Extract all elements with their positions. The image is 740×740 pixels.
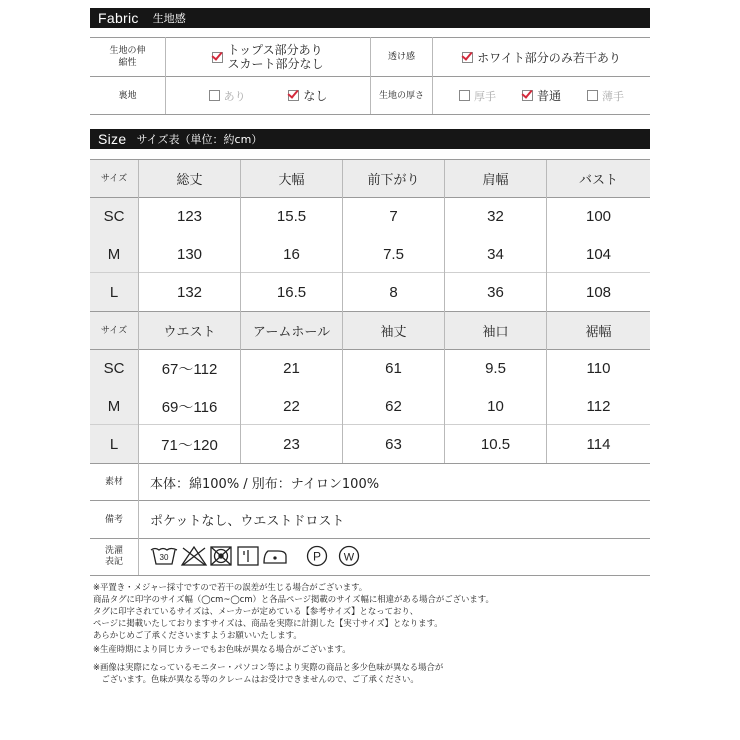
divider xyxy=(90,538,650,539)
table1-cell: 36 xyxy=(487,283,504,301)
table1-col-header: 総丈 xyxy=(176,173,203,188)
w-letter: W xyxy=(343,551,355,564)
note-line: ページに掲載いたしておりますサイズは、商品を実際に計測した【実寸サイズ】となります。 xyxy=(93,618,443,628)
divider xyxy=(90,114,650,115)
table1-cell: 16.5 xyxy=(276,283,307,301)
table1-cell: 34 xyxy=(487,246,504,263)
table1-cell: 7 xyxy=(389,208,398,225)
size-title: Size xyxy=(98,131,127,147)
table2-row-size: SC xyxy=(103,360,125,377)
stretch-label-text: 生地の伸縮性 xyxy=(109,46,146,68)
fabric-title-jp: 生地感 xyxy=(152,12,186,25)
fabric-title: Fabric xyxy=(98,10,139,26)
table2-col-header: ウエスト xyxy=(163,325,216,340)
note-line: あらかじめご了承くださいますようお願いいたします。 xyxy=(93,630,302,640)
note-line: ※生産時期により同じカラーでもお色味が異なる場合がございます。 xyxy=(93,644,351,654)
care-symbols xyxy=(150,544,365,568)
table2-size-header: サイズ xyxy=(100,325,128,336)
table1-col-header: 前下がり xyxy=(367,173,420,188)
professional-wet-clean-w-icon xyxy=(340,547,359,566)
lining-option-nashi-label: なし xyxy=(303,89,328,103)
table2-cell: 61 xyxy=(385,360,402,377)
line-dry-icon xyxy=(238,547,258,565)
table2-cell: 21 xyxy=(283,360,300,377)
checkbox-checked-icon xyxy=(288,90,299,101)
note-line: タグに印字されているサイズは、メーカーが定めている【参考サイズ】となっており、 xyxy=(93,606,419,616)
table2-col-header: アームホール xyxy=(252,325,331,340)
checkbox-empty-icon xyxy=(587,90,598,101)
remarks-value: ポケットなし、ウエストドロスト xyxy=(150,514,345,529)
wash-temp: 30 xyxy=(159,553,169,562)
table1-row-size: SC xyxy=(103,208,125,225)
care-label-line2: 表記 xyxy=(104,557,123,567)
thickness-options xyxy=(433,77,650,114)
table1-cell: 15.5 xyxy=(276,208,307,225)
table1-cell: 132 xyxy=(176,283,203,301)
table1-col-header: バスト xyxy=(578,173,618,188)
table1-cell: 100 xyxy=(585,208,612,225)
professional-dry-clean-p-icon xyxy=(308,547,327,566)
thickness-option-thin xyxy=(587,88,624,104)
table1-cell: 104 xyxy=(585,246,612,263)
table2-cell: 112 xyxy=(586,398,611,415)
stretch-label xyxy=(90,38,165,76)
table2-cell: 69～116 xyxy=(161,399,218,416)
table2-cell: 9.5 xyxy=(485,360,506,377)
lining-options xyxy=(166,77,370,114)
table2-cell: 110 xyxy=(586,360,611,377)
care-label-line1: 洗濯 xyxy=(104,546,123,556)
p-letter: P xyxy=(312,549,322,564)
lining-label: 裏地 xyxy=(118,90,137,101)
table2-cell: 71～120 xyxy=(161,436,218,454)
care-label xyxy=(90,539,138,575)
stretch-item-skirt: スカート部分なし xyxy=(227,57,324,71)
checkbox-checked-icon xyxy=(212,52,223,63)
no-bleach-icon xyxy=(182,547,206,565)
table1-col-header: 肩幅 xyxy=(482,173,509,188)
material-label: 素材 xyxy=(104,477,123,487)
table1-size-header: サイズ xyxy=(100,173,128,184)
note-line: ※画像は実際になっているモニター・パソコン等により実際の商品と多少色味が異なる場合が xyxy=(93,662,444,672)
low-iron-icon xyxy=(264,551,286,563)
note-line: 商品タグに印字のサイズ幅（◯cm~◯cm）と各品ページ掲載のサイズ幅に相違がある場合がございます。 xyxy=(93,594,494,604)
stretch-item-tops: トップス部分あり xyxy=(227,43,323,57)
table2-cell: 67～112 xyxy=(161,361,218,378)
lining-option-nashi xyxy=(288,87,327,104)
table1-cell: 16 xyxy=(283,246,300,263)
remarks-label: 備考 xyxy=(104,514,123,525)
checkbox-checked-icon xyxy=(462,52,473,63)
table2-cell: 10.5 xyxy=(480,435,511,453)
no-tumble-dry-icon xyxy=(211,547,231,565)
fabric-section-header xyxy=(90,8,650,28)
table2-col-header: 袖口 xyxy=(482,325,509,340)
size-section-header xyxy=(90,129,650,149)
stretch-value xyxy=(166,38,370,76)
table2-col-header: 袖丈 xyxy=(380,325,407,340)
table2-cell: 114 xyxy=(586,435,611,453)
table1-cell: 32 xyxy=(487,208,504,225)
table1-cell: 123 xyxy=(176,208,203,225)
table1-row-size: M xyxy=(107,246,121,263)
material-value: 本体：綿100% / 別布：ナイロン100% xyxy=(150,476,380,492)
divider xyxy=(90,575,650,576)
sheer-value xyxy=(433,38,650,76)
note-line: ございます。色味が異なる等のクレームはお受けできませんので、ご了承ください。 xyxy=(93,674,419,684)
table2-col-header: 裾幅 xyxy=(585,325,612,340)
table1-cell: 7.5 xyxy=(383,246,404,263)
checkbox-checked-icon xyxy=(522,90,533,101)
thickness-option-normal-label: 普通 xyxy=(536,89,561,103)
table1-cell: 130 xyxy=(176,246,203,263)
checkbox-empty-icon xyxy=(209,90,220,101)
sheer-label: 透け感 xyxy=(387,52,415,62)
table2-cell: 62 xyxy=(385,398,402,415)
lining-option-ari xyxy=(209,88,246,104)
table2-cell: 22 xyxy=(283,398,300,415)
sheer-value-text: ホワイト部分のみ若干あり xyxy=(477,50,621,65)
thickness-option-thick xyxy=(459,88,496,104)
table1-col-header: 大幅 xyxy=(278,173,305,188)
thickness-option-thick-label: 厚手 xyxy=(473,89,496,103)
thickness-option-thin-label: 薄手 xyxy=(601,89,624,103)
table1-cell: 108 xyxy=(585,283,612,301)
note-line: ※平置き・メジャー採寸ですので若干の誤差が生じる場合がございます。 xyxy=(93,582,368,592)
table2-cell: 10 xyxy=(487,398,504,415)
thickness-option-normal xyxy=(522,87,561,104)
lining-option-ari-label: あり xyxy=(223,89,246,103)
table2-cell: 23 xyxy=(283,435,300,453)
thickness-label: 生地の厚さ xyxy=(378,90,424,101)
table2-row-size: L xyxy=(109,435,119,453)
size-title-jp: サイズ表（単位：約cm） xyxy=(136,133,263,146)
hand-wash-30-icon xyxy=(151,549,177,565)
table2-row-size: M xyxy=(107,398,121,415)
table2-cell: 63 xyxy=(385,435,402,453)
table1-row-size: L xyxy=(109,283,119,301)
checkbox-empty-icon xyxy=(459,90,470,101)
table1-cell: 8 xyxy=(389,283,398,301)
